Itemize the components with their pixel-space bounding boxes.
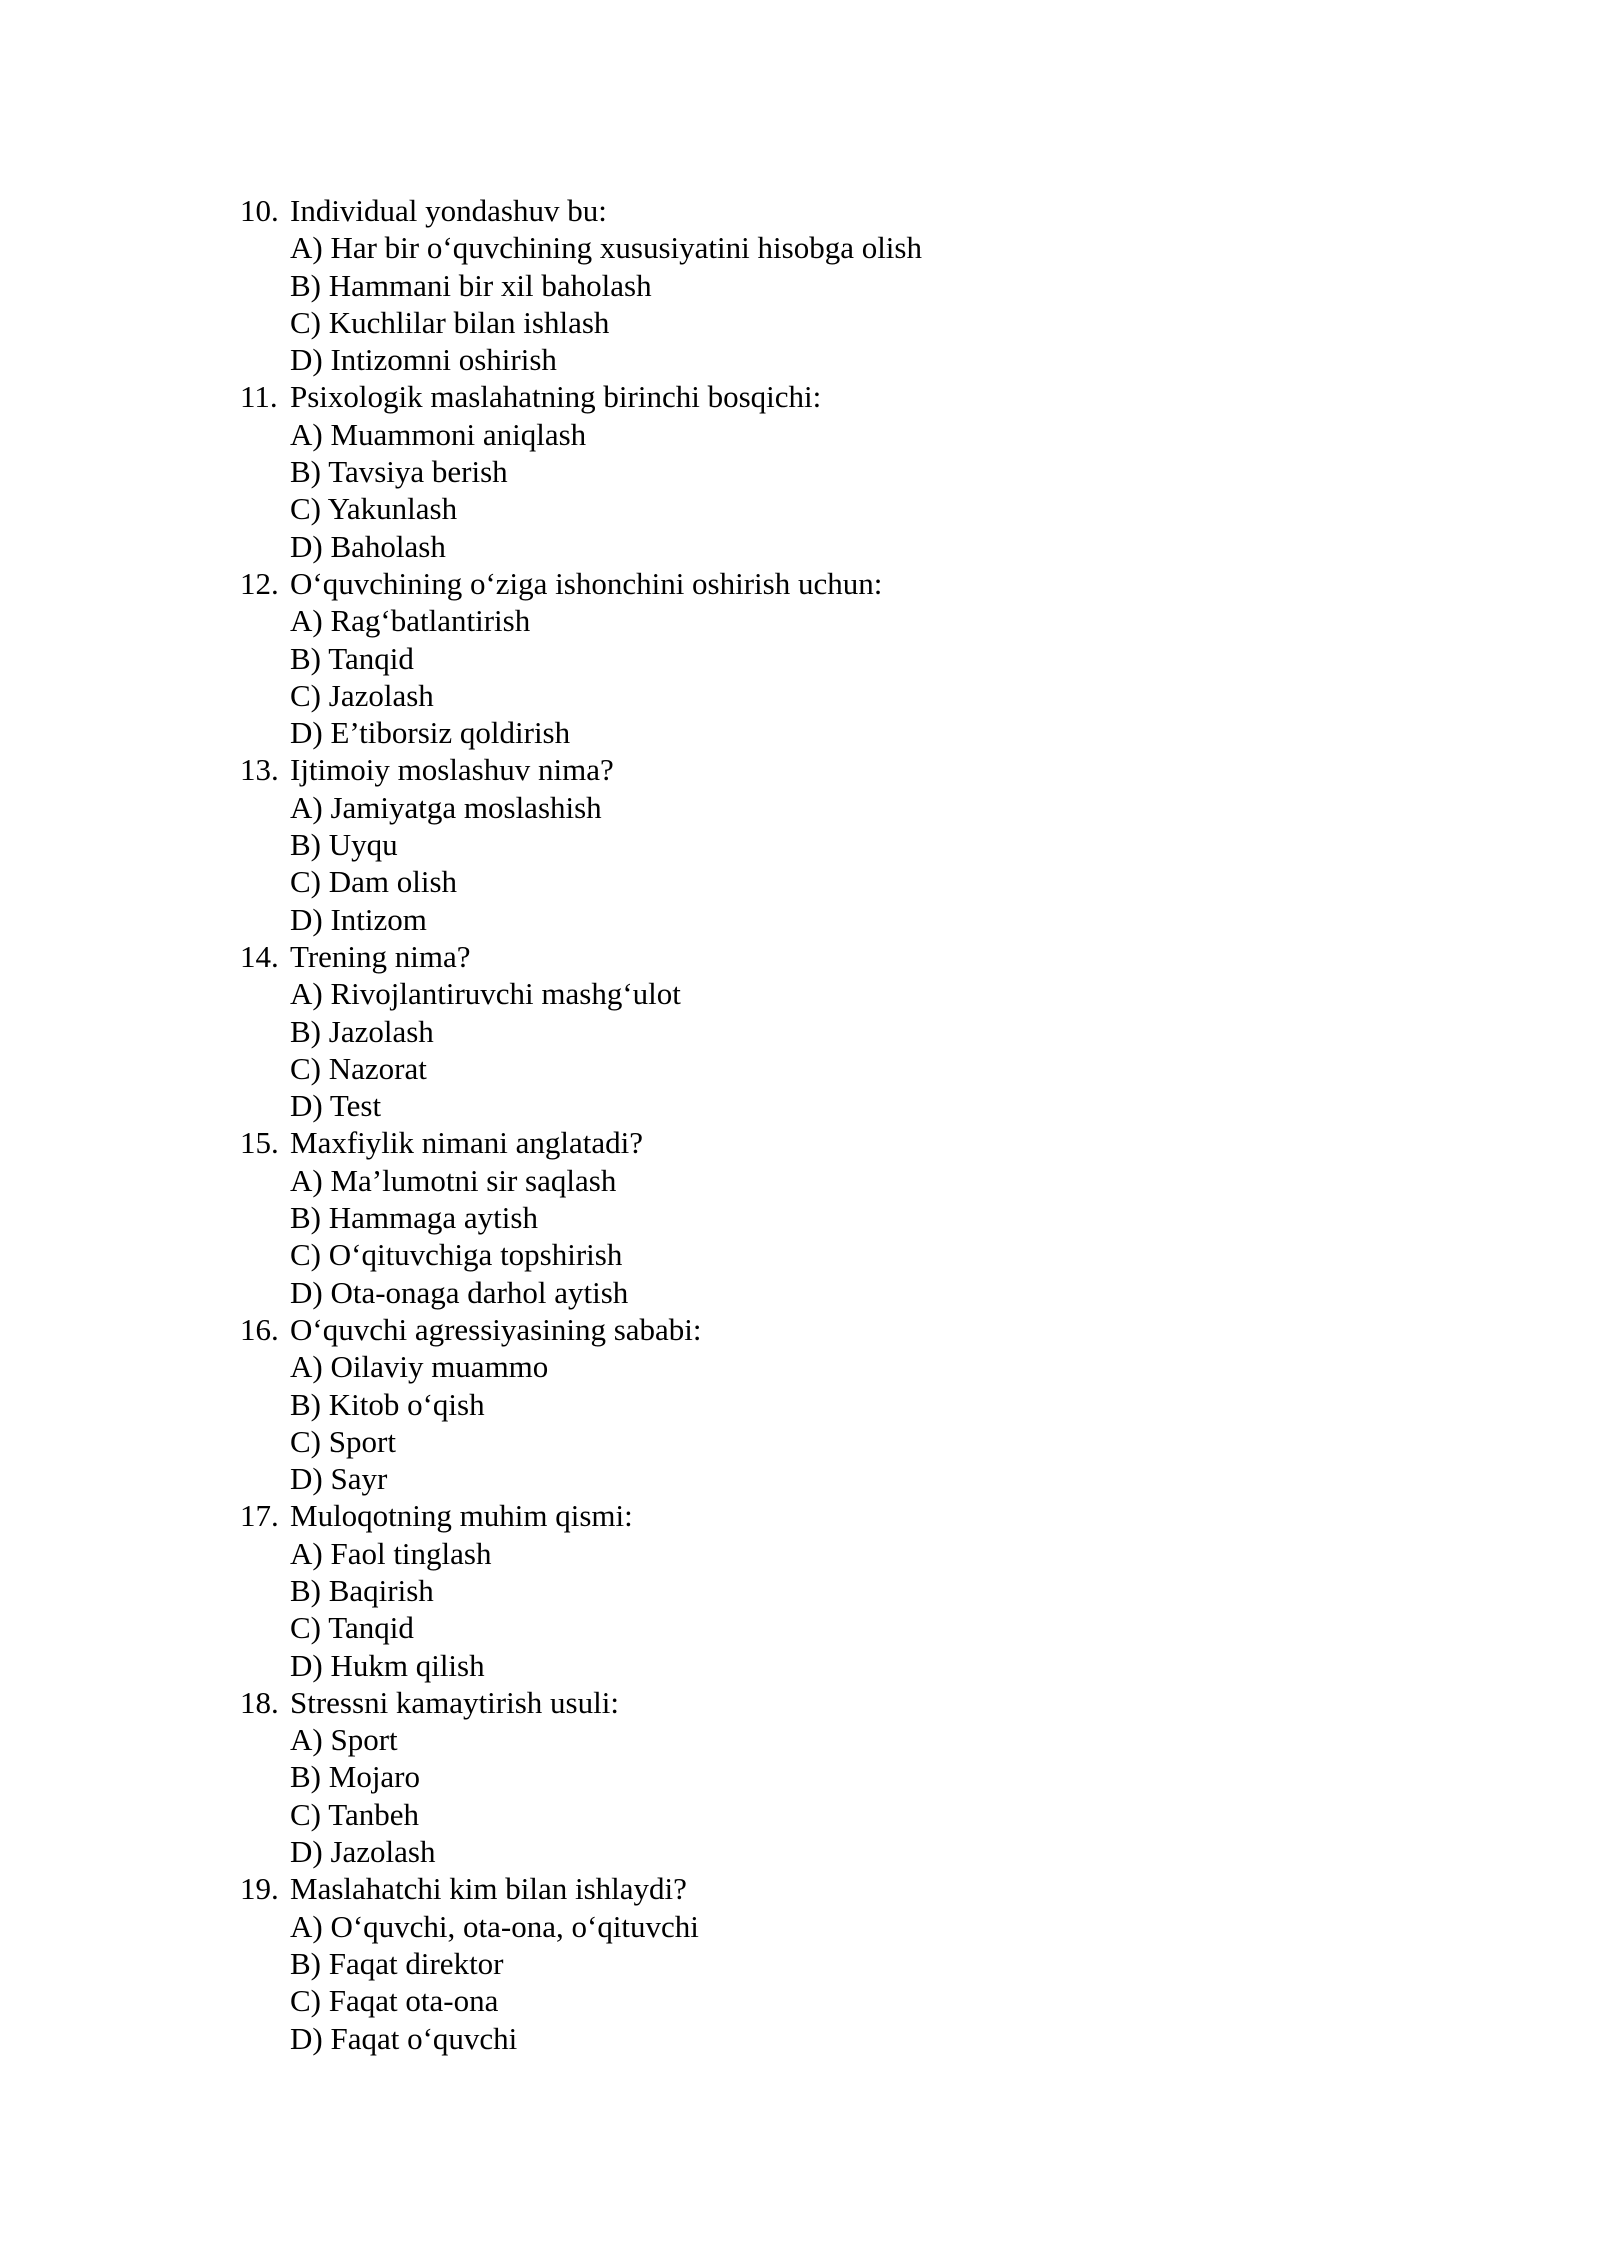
answer-option: B) Kitob o‘qish bbox=[290, 1386, 485, 1422]
question-block bbox=[240, 1684, 922, 1870]
question-text: Maslahatchi kim bilan ishlaydi? bbox=[290, 1871, 687, 1907]
answer-option: D) Intizom bbox=[290, 901, 427, 937]
answer-option: B) Tanqid bbox=[290, 640, 414, 676]
question-line bbox=[240, 1124, 922, 1161]
question-block bbox=[240, 751, 922, 937]
answer-option: B) Faqat direktor bbox=[290, 1945, 504, 1981]
answer-option: C) Tanqid bbox=[290, 1610, 414, 1646]
answer-option: A) Muammoni aniqlash bbox=[290, 416, 587, 452]
question-block bbox=[240, 1870, 922, 2056]
answer-option: D) E’tiborsiz qoldirish bbox=[290, 715, 571, 751]
question-line bbox=[240, 938, 922, 975]
answer-option: D) Faqat o‘quvchi bbox=[290, 2020, 518, 2056]
question-line bbox=[240, 1684, 922, 1721]
answer-option: C) Sport bbox=[290, 1423, 396, 1459]
answer-option: D) Sayr bbox=[290, 1461, 388, 1497]
question-block bbox=[240, 192, 922, 378]
question-line bbox=[240, 1497, 922, 1534]
question-line bbox=[240, 1311, 922, 1348]
question-number: 16. bbox=[240, 1311, 279, 1347]
answer-option: B) Hammani bir xil baholash bbox=[290, 267, 652, 303]
answer-option: C) Nazorat bbox=[290, 1050, 427, 1086]
answer-option: B) Baqirish bbox=[290, 1572, 434, 1608]
question-line bbox=[240, 565, 922, 602]
question-line bbox=[240, 751, 922, 788]
answer-option: A) Rivojlantiruvchi mashg‘ulot bbox=[290, 976, 681, 1012]
question-list bbox=[240, 192, 922, 2057]
question-text: Psixologik maslahatning birinchi bosqichi: bbox=[290, 379, 822, 415]
answer-option: B) Mojaro bbox=[290, 1759, 421, 1795]
question-number: 14. bbox=[240, 938, 279, 974]
answer-option: D) Baholash bbox=[290, 528, 446, 564]
answer-option: C) O‘qituvchiga topshirish bbox=[290, 1237, 623, 1273]
question-line bbox=[240, 192, 922, 229]
answer-option: B) Jazolash bbox=[290, 1013, 434, 1049]
question-block bbox=[240, 565, 922, 751]
question-text: Ijtimoiy moslashuv nima? bbox=[290, 752, 614, 788]
answer-option: D) Intizomni oshirish bbox=[290, 342, 557, 378]
question-block bbox=[240, 1497, 922, 1683]
answer-option: D) Ota-onaga darhol aytish bbox=[290, 1274, 629, 1310]
answer-option: C) Jazolash bbox=[290, 677, 434, 713]
question-text: Muloqotning muhim qismi: bbox=[290, 1498, 633, 1534]
question-number: 13. bbox=[240, 752, 279, 788]
question-block bbox=[240, 1311, 922, 1497]
answer-option: C) Kuchlilar bilan ishlash bbox=[290, 304, 610, 340]
answer-option: D) Test bbox=[290, 1088, 382, 1124]
answer-option: A) Faol tinglash bbox=[290, 1535, 492, 1571]
answer-option: A) Ma’lumotni sir saqlash bbox=[290, 1162, 617, 1198]
answer-option: C) Faqat ota-ona bbox=[290, 1983, 499, 2019]
question-text: Individual yondashuv bu: bbox=[290, 193, 607, 228]
answer-option: C) Yakunlash bbox=[290, 491, 458, 527]
question-number: 18. bbox=[240, 1684, 279, 1720]
question-block bbox=[240, 938, 922, 1124]
answer-option: B) Tavsiya berish bbox=[290, 454, 508, 490]
answer-option: A) Oilaviy muammo bbox=[290, 1349, 549, 1385]
answer-option: C) Tanbeh bbox=[290, 1796, 419, 1832]
question-number: 15. bbox=[240, 1125, 279, 1161]
question-number: 12. bbox=[240, 565, 279, 601]
answer-option: A) O‘quvchi, ota-ona, o‘qituvchi bbox=[290, 1908, 699, 1944]
question-number: 11. bbox=[240, 379, 278, 415]
question-number: 19. bbox=[240, 1871, 279, 1907]
answer-option: A) Sport bbox=[290, 1722, 398, 1758]
answer-option: A) Rag‘batlantirish bbox=[290, 603, 531, 639]
question-number: 10. bbox=[240, 193, 279, 228]
question-number: 17. bbox=[240, 1498, 279, 1534]
question-line bbox=[240, 1870, 922, 1907]
question-text: Trening nima? bbox=[290, 938, 471, 974]
question-text: O‘quvchi agressiyasining sababi: bbox=[290, 1311, 702, 1347]
question-line bbox=[240, 378, 922, 415]
question-block bbox=[240, 378, 922, 564]
answer-option: A) Har bir o‘quvchining xususiyatini hisobga olish bbox=[290, 230, 922, 266]
answer-option: B) Hammaga aytish bbox=[290, 1200, 538, 1236]
answer-option: D) Jazolash bbox=[290, 1834, 436, 1870]
answer-option: C) Dam olish bbox=[290, 864, 458, 900]
question-text: Stressni kamaytirish usuli: bbox=[290, 1684, 619, 1720]
answer-option: A) Jamiyatga moslashish bbox=[290, 789, 602, 825]
question-block bbox=[240, 1124, 922, 1310]
question-text: O‘quvchining o‘ziga ishonchini oshirish uchun: bbox=[290, 565, 883, 601]
question-text: Maxfiylik nimani anglatadi? bbox=[290, 1125, 643, 1161]
answer-option: B) Uyqu bbox=[290, 827, 398, 863]
answer-option: D) Hukm qilish bbox=[290, 1647, 485, 1683]
